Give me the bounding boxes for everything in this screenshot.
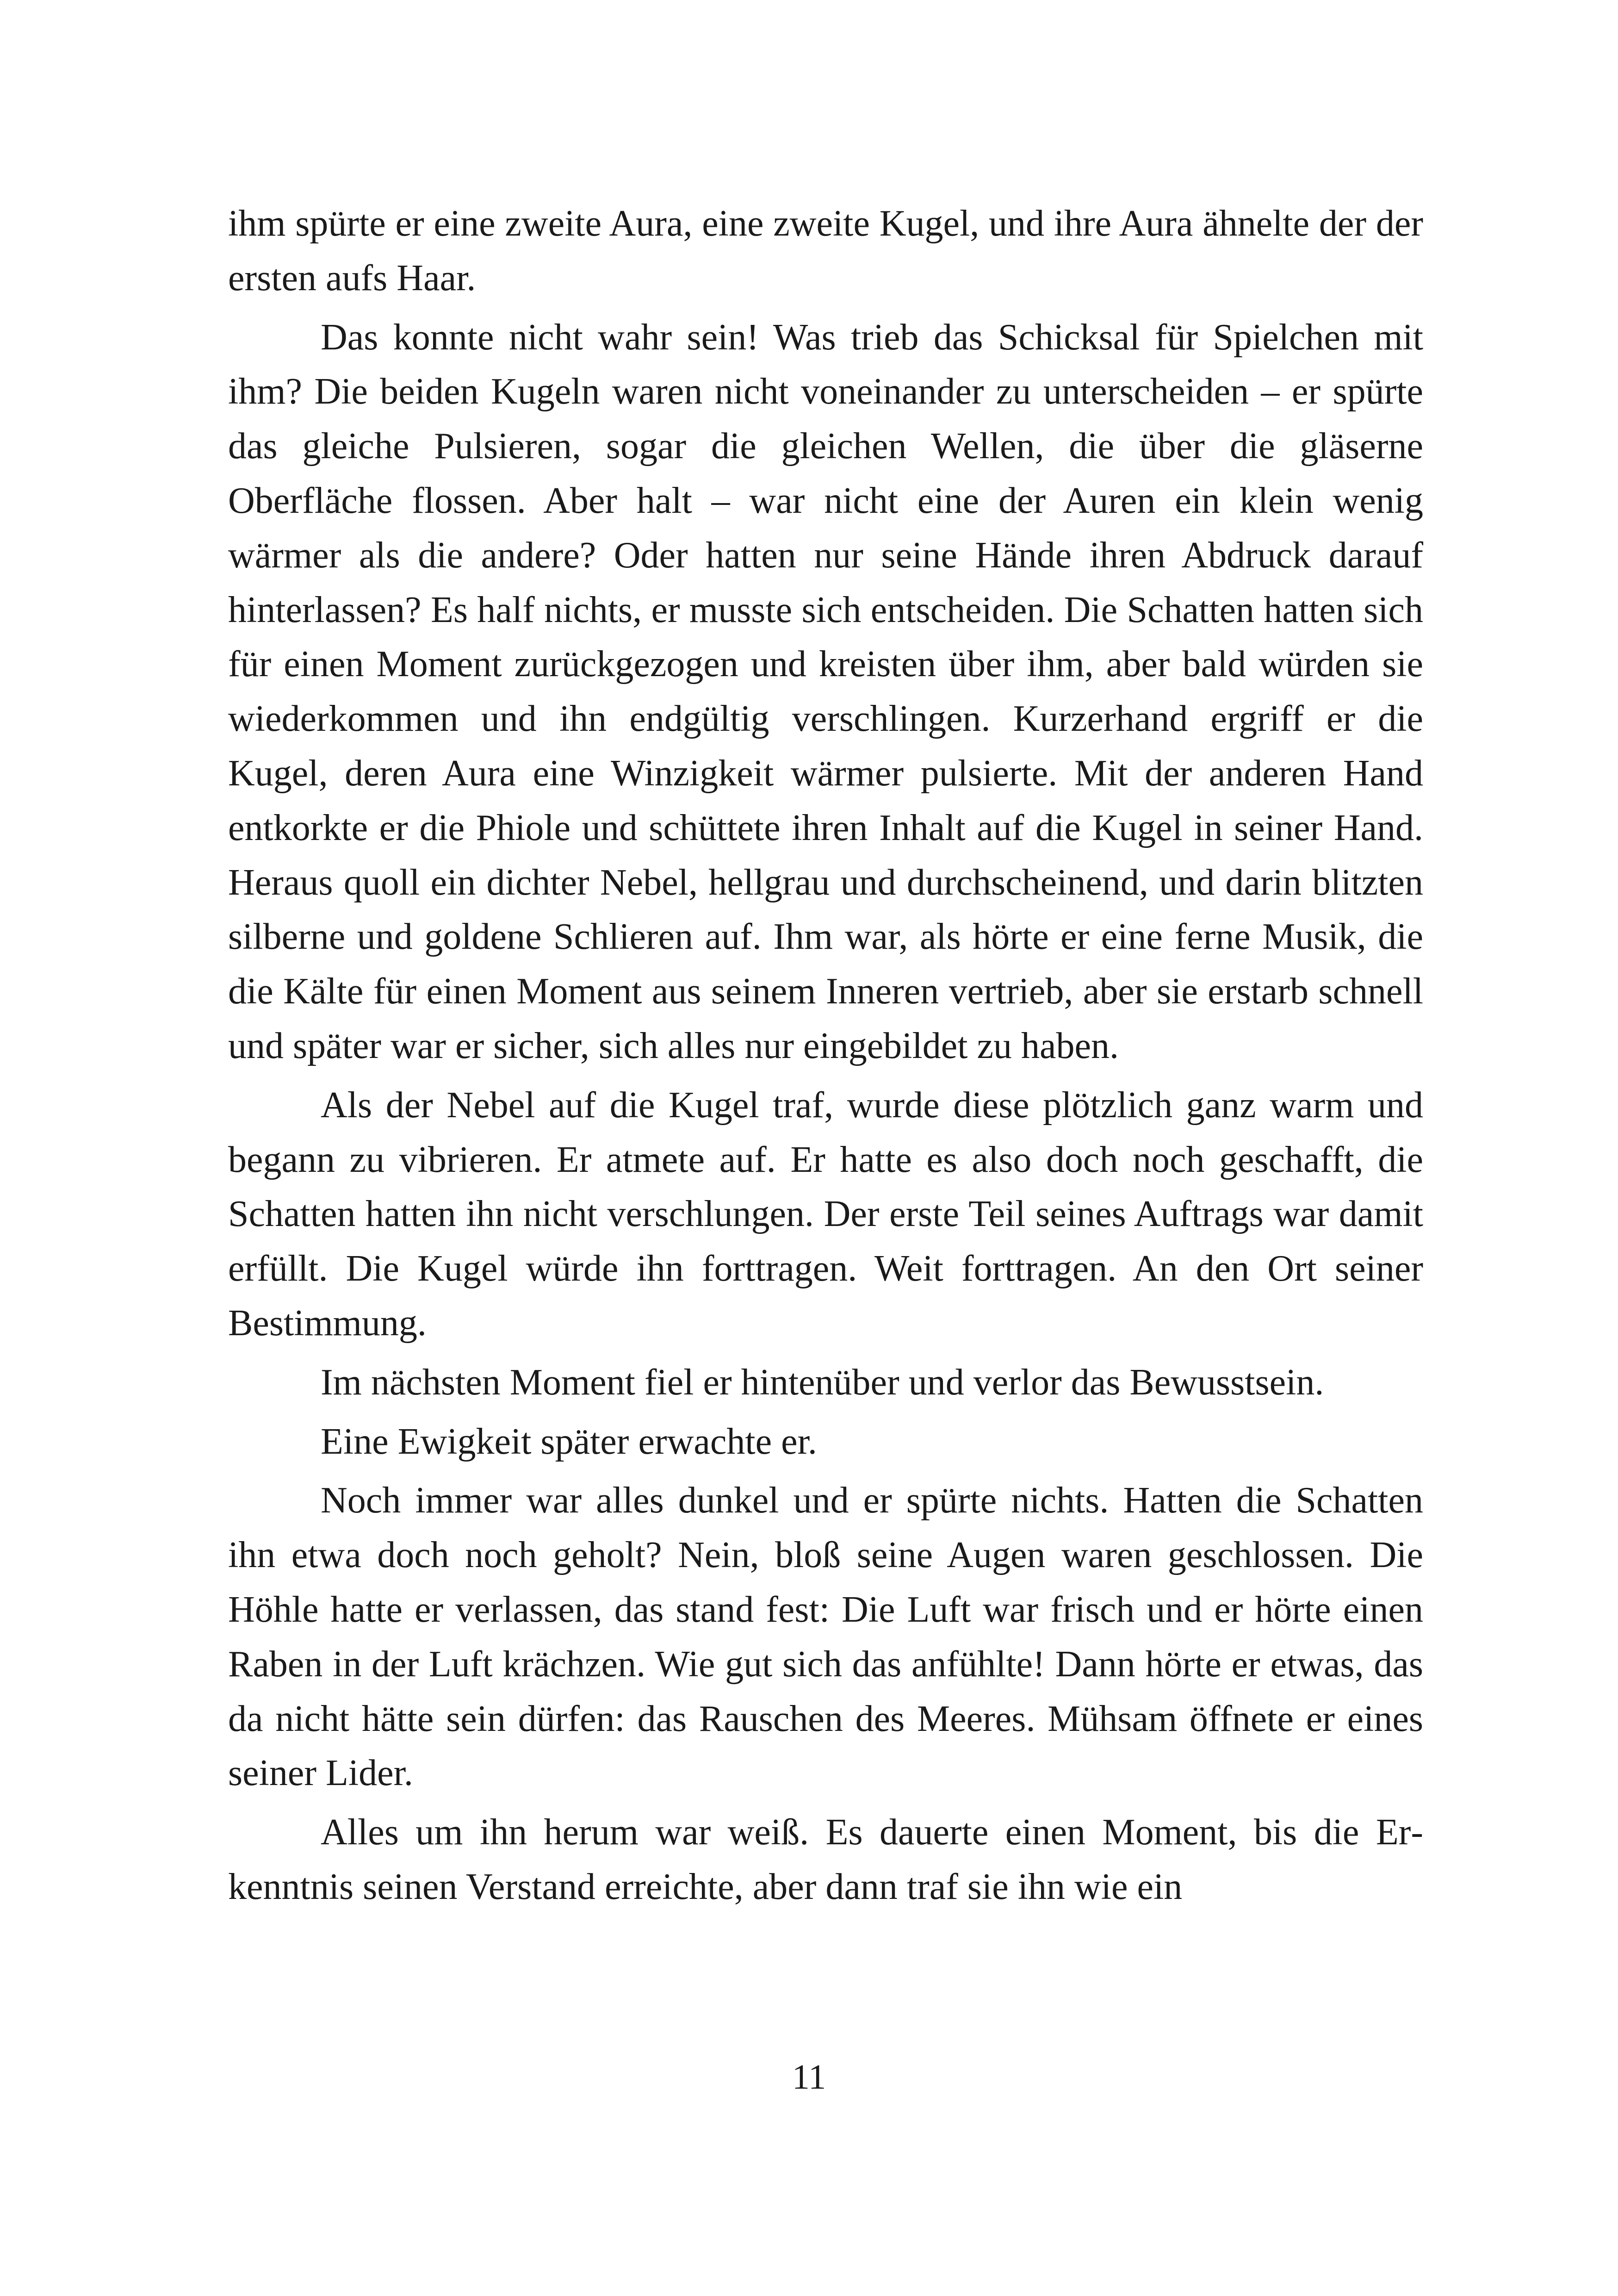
body-text bbox=[228, 197, 1423, 1915]
paragraph-continuation: ihm spürte er eine zweite Aura, eine zweite Kugel, und ihre Aura ähnelte der der ersten aufs Haar. bbox=[228, 203, 1423, 299]
page-number: 11 bbox=[792, 2058, 826, 2097]
paragraph: Das konnte nicht wahr sein! Was trieb das Schicksal für Spielchen mit ihm? Die beiden Kugeln waren nicht voneinander zu unterscheiden – er spürte das gleiche Pulsieren, sogar die gleichen Wellen, die über die gläserne Oberfläche flossen. Aber halt – war nicht eine der Auren ein klein wenig wärmer als die andere? Oder hatten nur seine Hände ihren Abdruck darauf hinterlassen? Es half nichts, er musste sich entscheiden. Die Schatten hatten sich für einen Moment zurückgezogen und kreisten über ihm, aber bald würden sie wiederkommen und ihn endgültig verschlingen. Kurzerhand ergriff er die Kugel, deren Aura eine Winzigkeit wärmer pulsierte. Mit der anderen Hand entkorkte er die Phiole und schüttete ihren Inhalt auf die Kugel in seiner Hand. Heraus quoll ein dichter Nebel, hellgrau und durchscheinend, und darin blitzten silberne und goldene Schlieren auf. Ihm war, als hörte er eine ferne Musik, die die Kälte für einen Moment aus seinem Inneren vertrieb, aber sie erstarb schnell und später war er sicher, sich alles nur eingebildet zu haben. bbox=[228, 317, 1423, 1066]
paragraph: Im nächsten Moment fiel er hintenüber und verlor das Bewusstsein. bbox=[321, 1362, 1324, 1403]
paragraph: Eine Ewigkeit später erwachte er. bbox=[321, 1421, 817, 1462]
paragraph: Als der Nebel auf die Kugel traf, wurde diese plötzlich ganz warm und begann zu vibrieren. Er atmete auf. Er hatte es also doch noch geschafft, die Schatten hatten ihn nicht verschlungen. Der erste Teil seines Auftrags war damit erfüllt. Die Kugel würde ihn forttragen. Weit forttragen. An den Ort seiner Bestimmung. bbox=[228, 1084, 1423, 1344]
paragraph-last: Alles um ihn herum war weiß. Es dauerte einen Moment, bis die Erkenntnis seinen Verstand erreichte, aber dann traf sie ihn wie ein bbox=[228, 1812, 1423, 1907]
paragraph: Noch immer war alles dunkel und er spürte nichts. Hatten die Schatten ihn etwa doch noch geholt? Nein, bloß seine Augen waren geschlossen. Die Höhle hatte er verlassen, das stand fest: Die Luft war frisch und er hörte einen Raben in der Luft krächzen. Wie gut sich das anfühlte! Dann hörte er etwas, das da nicht hätte sein dürfen: das Rauschen des Meeres. Mühsam öffnete er eines seiner Lider. bbox=[228, 1480, 1423, 1794]
